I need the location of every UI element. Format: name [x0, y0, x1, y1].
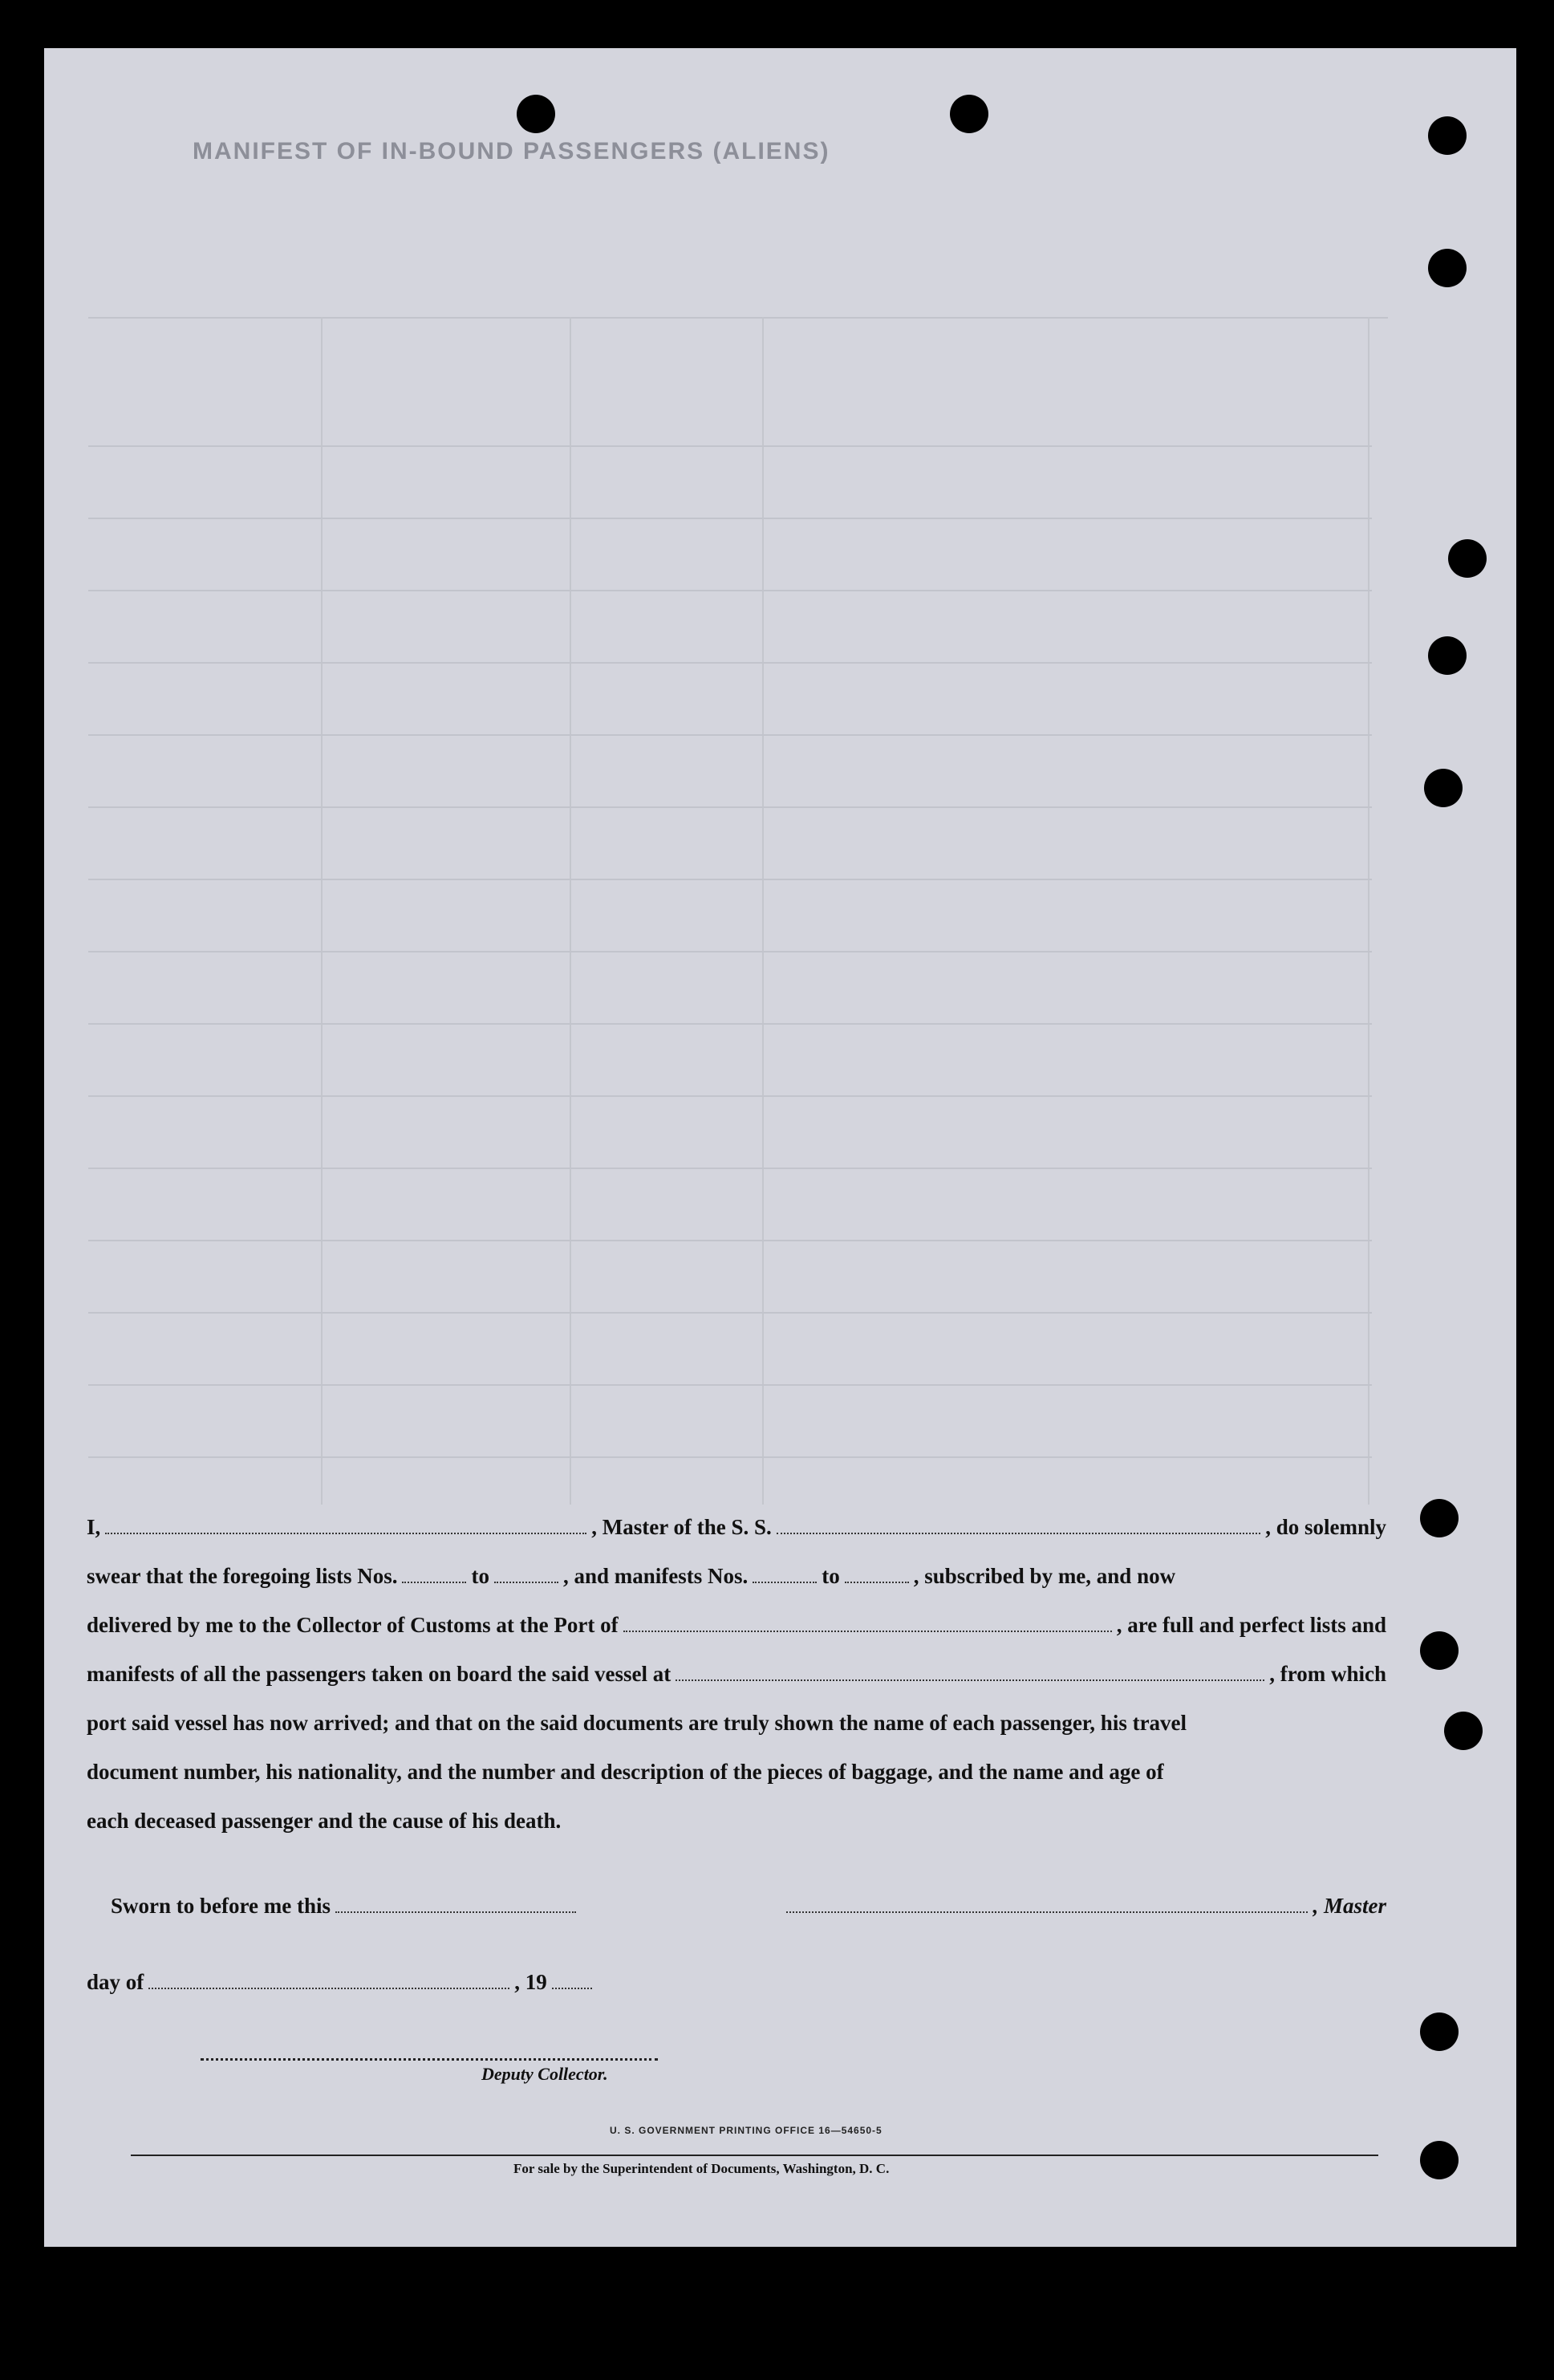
oath-line-2 — [87, 1564, 1386, 1613]
ghost-row-rule — [88, 518, 1372, 519]
oath-text: I, — [87, 1515, 101, 1539]
month-field[interactable] — [148, 1973, 509, 1989]
ghost-row-rule — [88, 734, 1372, 736]
punch-hole-right-4 — [1428, 636, 1467, 675]
ghost-row-rule — [88, 1168, 1372, 1169]
master-oath — [87, 1515, 1386, 1858]
deputy-signature-line[interactable] — [201, 2058, 658, 2061]
ghost-row-rule — [88, 1023, 1372, 1025]
ghost-row-rule — [88, 662, 1372, 664]
oath-text: , from which — [1269, 1662, 1386, 1686]
punch-hole-right-2 — [1428, 249, 1467, 287]
year-label: , 19 — [514, 1970, 547, 1994]
sworn-date-field[interactable] — [335, 1897, 576, 1913]
punch-hole-top-mid — [950, 95, 988, 133]
ghost-row-rule — [88, 1312, 1372, 1314]
day-of-label: day of — [87, 1970, 144, 1994]
oath-line-7 — [87, 1809, 1386, 1858]
ghost-column-3 — [762, 317, 764, 1505]
oath-line-4 — [87, 1662, 1386, 1711]
ghost-row-rule — [88, 1384, 1372, 1386]
punch-hole-right-7 — [1420, 1631, 1459, 1670]
oath-text: document number, his nationality, and the number and description of the pieces of baggage, and the name and age of — [87, 1760, 1164, 1784]
ghost-row-rule — [88, 1095, 1372, 1097]
punch-hole-right-8 — [1444, 1712, 1483, 1750]
punch-hole-right-3 — [1448, 539, 1487, 578]
ghost-header-rule — [88, 317, 1388, 319]
year-field[interactable] — [552, 1973, 592, 1989]
deputy-collector-label: Deputy Collector. — [481, 2064, 608, 2084]
punch-hole-right-5 — [1424, 769, 1463, 807]
ghost-column-2 — [570, 317, 571, 1505]
oath-text: , are full and perfect lists and — [1116, 1613, 1386, 1637]
oath-text: , subscribed by me, and now — [913, 1564, 1176, 1588]
for-sale-notice: For sale by the Superintendent of Documents, Washington, D. C. — [513, 2161, 890, 2176]
oath-line-6 — [87, 1760, 1386, 1809]
oath-line-1 — [87, 1515, 1386, 1564]
ghost-column-1 — [321, 317, 323, 1505]
oath-text: to — [822, 1564, 840, 1588]
ghost-manifest-title: MANIFEST OF IN-BOUND PASSENGERS (ALIENS) — [193, 138, 830, 164]
day-of-line — [87, 1970, 597, 1995]
ghost-row-rule — [88, 1456, 1372, 1458]
oath-text: swear that the foregoing lists Nos. — [87, 1564, 398, 1588]
ghost-row-rule — [88, 445, 1372, 447]
printing-office-imprint: U. S. GOVERNMENT PRINTING OFFICE 16—54650-5 — [610, 2125, 882, 2136]
lists-from-field[interactable] — [402, 1567, 466, 1583]
oath-line-3 — [87, 1613, 1386, 1662]
ghost-row-rule — [88, 951, 1372, 952]
oath-line-5 — [87, 1711, 1386, 1760]
oath-text: , Master of the S. S. — [591, 1515, 772, 1539]
port-of-arrival-field[interactable] — [623, 1616, 1112, 1632]
vessel-name-field[interactable] — [777, 1518, 1260, 1534]
master-signature-field[interactable] — [786, 1897, 1309, 1913]
manifests-to-field[interactable] — [845, 1567, 909, 1583]
manifests-from-field[interactable] — [753, 1567, 817, 1583]
ghost-row-rule — [88, 879, 1372, 880]
master-name-field[interactable] — [105, 1518, 586, 1534]
ghost-row-rule — [88, 590, 1372, 591]
oath-text: delivered by me to the Collector of Customs at the Port of — [87, 1613, 619, 1637]
ghost-row-rule — [88, 1240, 1372, 1241]
sworn-label: Sworn to before me this — [111, 1894, 331, 1918]
lists-to-field[interactable] — [494, 1567, 558, 1583]
port-of-departure-field[interactable] — [676, 1665, 1264, 1681]
ghost-row-rule — [88, 806, 1372, 808]
oath-text: , and manifests Nos. — [562, 1564, 749, 1588]
punch-hole-right-10 — [1420, 2141, 1459, 2179]
oath-text: , do solemnly — [1265, 1515, 1386, 1539]
footer-rule — [131, 2155, 1378, 2156]
oath-text: port said vessel has now arrived; and that on the said documents are truly shown the name of each passenger, his travel — [87, 1711, 1187, 1735]
punch-hole-right-1 — [1428, 116, 1467, 155]
master-label: , Master — [1313, 1894, 1386, 1918]
sworn-line — [111, 1894, 1386, 1919]
oath-text: to — [471, 1564, 489, 1588]
punch-hole-right-9 — [1420, 2012, 1459, 2051]
oath-text: each deceased passenger and the cause of his death. — [87, 1809, 562, 1833]
punch-hole-top-left — [517, 95, 555, 133]
punch-hole-right-6 — [1420, 1499, 1459, 1537]
ghost-column-4 — [1368, 317, 1369, 1505]
oath-text: manifests of all the passengers taken on board the said vessel at — [87, 1662, 672, 1686]
